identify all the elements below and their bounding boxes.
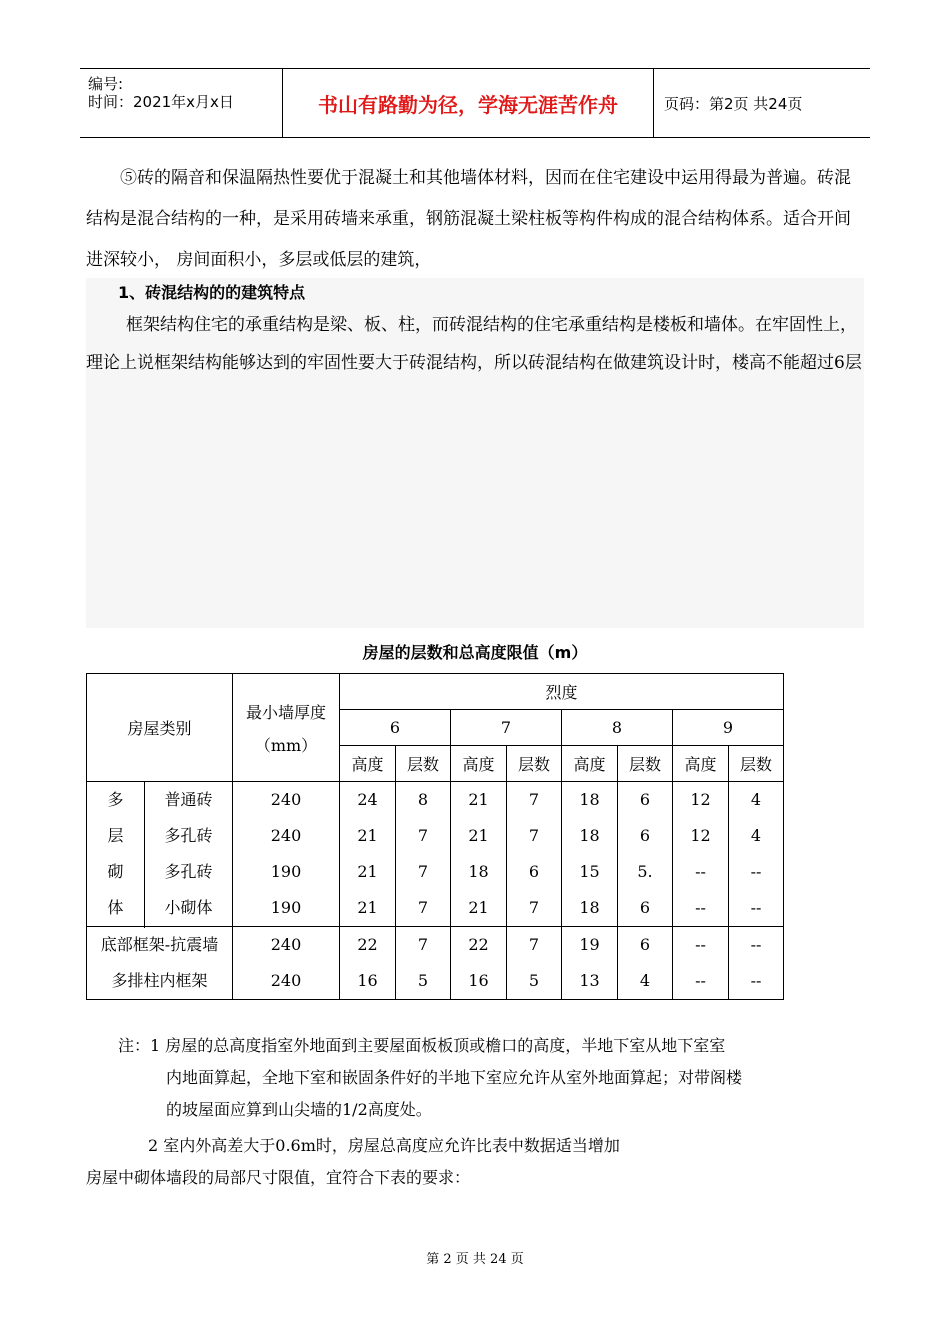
cell-value: 18 [468, 862, 489, 881]
frame-thickness [233, 927, 340, 1000]
cell-value: 19 [579, 935, 600, 954]
sub-floors: 层数 [729, 746, 784, 782]
page-header [80, 68, 870, 138]
col-values [507, 927, 562, 1000]
note-1-line-3: 的坡屋面应算到山尖墙的1/2高度处。 [166, 1100, 432, 1119]
cell-value: -- [695, 862, 706, 881]
sub-height: 高度 [451, 746, 507, 782]
header-wall-thickness-label: 最小墙厚度 [245, 702, 326, 722]
closing-line: 房屋中砌体墙段的局部尺寸限值，宜符合下表的要求： [86, 1168, 471, 1187]
header-info-cell [80, 69, 283, 137]
row-thickness: 240 [270, 826, 302, 845]
sub-height: 高度 [340, 746, 396, 782]
group-char: 层 [107, 826, 124, 845]
cell-value: 12 [690, 790, 711, 809]
col-values [618, 927, 673, 1000]
cell-value: 7 [417, 898, 429, 917]
cell-value: -- [695, 971, 706, 990]
motto: 书山有路勤为径，学海无涯苦作舟 [283, 69, 654, 137]
col-values [673, 927, 729, 1000]
col-values [396, 927, 451, 1000]
cell-value: 7 [417, 862, 429, 881]
row-type: 多孔砖 [164, 862, 213, 881]
cell-value: 6 [639, 826, 651, 845]
intensity-7: 7 [451, 710, 562, 746]
group-char: 砌 [107, 862, 124, 881]
col-values [673, 782, 729, 927]
sub-floors: 层数 [396, 746, 451, 782]
table-title: 房屋的层数和总高度限值（m） [362, 643, 588, 662]
header-wall-thickness [233, 674, 340, 782]
cell-value: 7 [528, 790, 540, 809]
col-values [396, 782, 451, 927]
col-values [507, 782, 562, 927]
cell-value: 5. [637, 862, 653, 881]
row-thickness: 240 [270, 971, 302, 990]
date-label: 时间：2021年x月x日 [88, 93, 234, 111]
page-footer: 第 2 页 共 24 页 [426, 1252, 524, 1267]
cell-value: -- [750, 898, 762, 917]
cell-value: -- [695, 898, 706, 917]
col-values [451, 927, 507, 1000]
row-thickness: 190 [270, 862, 302, 881]
row-type: 小砌体 [164, 898, 213, 917]
cell-value: 16 [357, 971, 378, 990]
group-char: 体 [107, 898, 124, 917]
intensity-8: 8 [562, 710, 673, 746]
cell-value: 18 [579, 898, 600, 917]
cell-value: 7 [528, 935, 540, 954]
note-1-line-2: 内地面算起，全地下室和嵌固条件好的半地下室应允许从室外地面算起；对带阁楼 [166, 1068, 743, 1087]
cell-value: 4 [750, 826, 762, 845]
row-type: 多排柱内框架 [111, 971, 208, 990]
table-row [87, 782, 784, 927]
cell-value: 8 [417, 790, 429, 809]
cell-value: 5 [417, 971, 429, 990]
paragraph-2: 框架结构住宅的承重结构是梁、板、柱，而砖混结构的住宅承重结构是楼板和墙体。在牢固性上，理论上说框架结构能够达到的牢固性要大于砖混结构，所以砖混结构在做建筑设计时，楼高不能超过6层 [86, 315, 862, 373]
cell-value: 13 [579, 971, 600, 990]
cell-value: -- [750, 935, 762, 954]
page-info: 页码：第2页 共24页 [664, 94, 803, 113]
cell-value: 21 [468, 826, 489, 845]
frame-types [87, 927, 233, 1000]
header-wall-thickness-unit: （mm） [254, 735, 318, 755]
intensity-9: 9 [673, 710, 784, 746]
col-values [340, 782, 396, 927]
cell-value: 4 [639, 971, 651, 990]
cell-value: 15 [579, 862, 600, 881]
cell-value: 21 [468, 898, 489, 917]
group-char: 多 [107, 790, 124, 809]
cell-value: -- [750, 971, 762, 990]
header-house-type: 房屋类别 [87, 674, 233, 782]
cell-value: 7 [528, 898, 540, 917]
cell-value: -- [695, 935, 706, 954]
cell-value: 4 [750, 790, 762, 809]
row-thickness: 190 [270, 898, 302, 917]
cell-value: 6 [639, 935, 651, 954]
col-values [340, 927, 396, 1000]
cell-value: 7 [528, 826, 540, 845]
row-type: 普通砖 [164, 790, 213, 809]
cell-value: 21 [357, 898, 378, 917]
intensity-6: 6 [340, 710, 451, 746]
cell-value: 21 [357, 826, 378, 845]
cell-value: 12 [690, 826, 711, 845]
cell-value: 5 [528, 971, 540, 990]
col-values [562, 927, 618, 1000]
cell-value: 6 [639, 790, 651, 809]
sub-height: 高度 [562, 746, 618, 782]
cell-value: 6 [528, 862, 540, 881]
col-values [562, 782, 618, 927]
sub-floors: 层数 [618, 746, 673, 782]
cell-value: 22 [468, 935, 489, 954]
row-thickness: 240 [270, 935, 302, 954]
cell-value: 6 [639, 898, 651, 917]
masonry-types [145, 782, 233, 927]
cell-value: 7 [417, 935, 429, 954]
col-values [451, 782, 507, 927]
col-values [618, 782, 673, 927]
note-1-line-1: 注：1 房屋的总高度指室外地面到主要屋面板板顶或檐口的高度，半地下室从地下室室 [118, 1036, 726, 1055]
row-thickness: 240 [270, 790, 302, 809]
cell-value: 21 [468, 790, 489, 809]
number-label: 编号: [88, 75, 124, 93]
cell-value: -- [750, 862, 762, 881]
cell-value: 24 [357, 790, 378, 809]
cell-value: 7 [417, 826, 429, 845]
masonry-thickness [233, 782, 340, 927]
table-row [87, 927, 784, 1000]
sub-height: 高度 [673, 746, 729, 782]
section-heading: 1、砖混结构的的建筑特点 [118, 283, 306, 302]
header-intensity: 烈度 [340, 674, 784, 710]
height-limit-table [86, 673, 784, 1000]
cell-value: 21 [357, 862, 378, 881]
row-type: 多孔砖 [164, 826, 213, 845]
paragraph-1: ⑤砖的隔音和保温隔热性要优于混凝土和其他墙体材料，因而在住宅建设中运用得最为普遍。砖混结构是混合结构的一种，是采用砖墙来承重，钢筋混凝土梁柱板等构件构成的混合结构体系。适合开间进深较小， 房间面积小，多层或低层的建筑， [86, 168, 851, 270]
cell-value: 16 [468, 971, 489, 990]
col-values [729, 927, 784, 1000]
cell-value: 22 [357, 935, 378, 954]
group-masonry [87, 782, 145, 927]
sub-floors: 层数 [507, 746, 562, 782]
cell-value: 18 [579, 826, 600, 845]
cell-value: 18 [579, 790, 600, 809]
row-type: 底部框架-抗震墙 [100, 935, 219, 954]
note-2: 2 室内外高差大于0.6m时，房屋总高度应允许比表中数据适当增加 [148, 1136, 620, 1155]
col-values [729, 782, 784, 927]
